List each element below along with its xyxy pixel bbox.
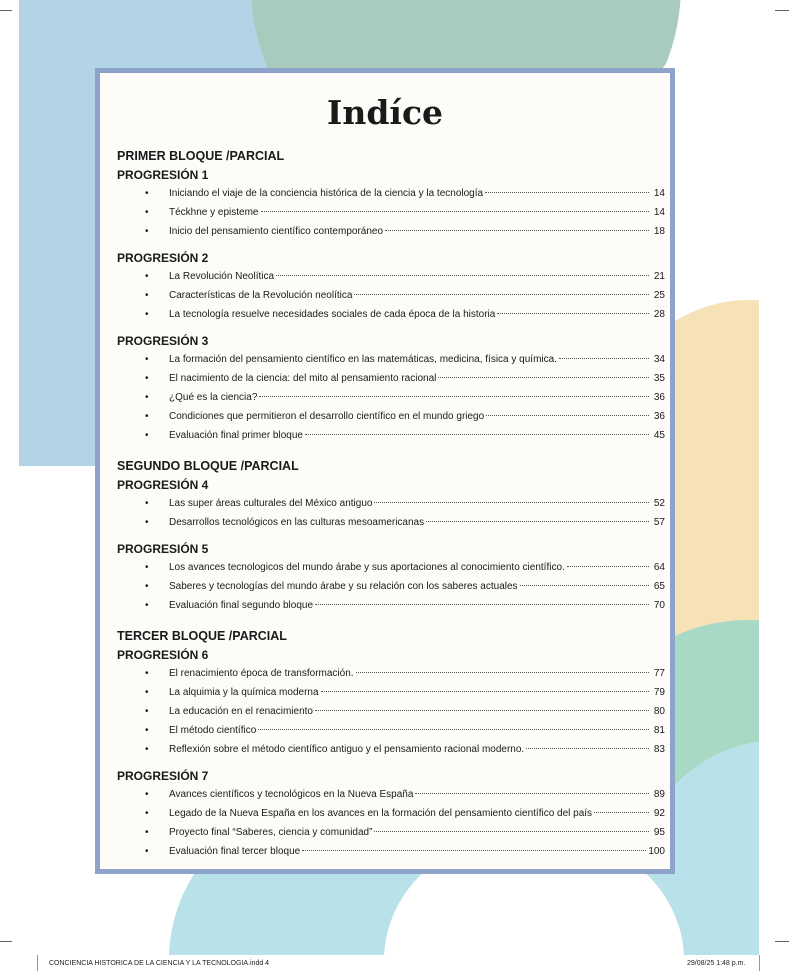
bullet-icon: • — [145, 562, 149, 573]
toc-entry-title: La formación del pensamiento científico en las matemáticas, medicina, física y química. — [169, 354, 557, 365]
toc-entry-title: Características de la Revolución neolítica — [169, 290, 353, 301]
bullet-icon: • — [145, 827, 149, 838]
bullet-icon: • — [145, 207, 149, 218]
toc-entry[interactable] — [117, 225, 665, 244]
crop-mark — [775, 941, 789, 942]
toc-entry-title: Reflexión sobre el método científico antiguo y el pensamiento racional moderno. — [169, 744, 525, 755]
dot-leader — [315, 710, 649, 711]
bullet-icon: • — [145, 354, 149, 365]
bullet-icon: • — [145, 789, 149, 800]
toc-entry[interactable] — [117, 705, 665, 724]
toc-entry-title: El método científico — [169, 725, 257, 736]
bullet-icon: • — [145, 226, 149, 237]
progression-title: PROGRESIÓN 7 — [117, 769, 209, 783]
toc-entry[interactable] — [117, 807, 665, 826]
dot-leader — [567, 566, 649, 567]
toc-entry[interactable] — [117, 353, 665, 372]
bullet-icon: • — [145, 581, 149, 592]
dot-leader — [356, 672, 649, 673]
toc-page-number: 14 — [653, 207, 665, 218]
page-sheet — [19, 0, 759, 955]
toc-page-number: 92 — [653, 808, 665, 819]
dot-leader — [486, 415, 649, 416]
progression-title: PROGRESIÓN 2 — [117, 251, 209, 265]
dot-leader — [594, 812, 649, 813]
bullet-icon: • — [145, 808, 149, 819]
dot-leader — [374, 502, 649, 503]
dot-leader — [426, 521, 649, 522]
toc-entry[interactable] — [117, 410, 665, 429]
dot-leader — [276, 275, 649, 276]
dot-leader — [315, 604, 649, 605]
block-title: PRIMER BLOQUE /PARCIAL — [117, 149, 285, 163]
toc-page-number: 25 — [653, 290, 665, 301]
block-section — [117, 149, 665, 448]
toc-entry[interactable] — [117, 845, 665, 864]
toc-page-number: 100 — [648, 846, 665, 857]
progression-group — [117, 334, 665, 448]
toc-entry-title: Evaluación final segundo bloque — [169, 600, 313, 611]
toc-page-number: 57 — [653, 517, 665, 528]
toc-entry[interactable] — [117, 270, 665, 289]
toc-page-number: 95 — [653, 827, 665, 838]
bullet-icon: • — [145, 373, 149, 384]
bullet-icon: • — [145, 411, 149, 422]
dot-leader — [305, 434, 649, 435]
toc-entry[interactable] — [117, 724, 665, 743]
dot-leader — [302, 850, 646, 851]
toc-page-number: 28 — [653, 309, 665, 320]
toc-entry[interactable] — [117, 497, 665, 516]
dot-leader — [259, 396, 649, 397]
toc-entry-title: La tecnología resuelve necesidades sociales de cada época de la historia — [169, 309, 496, 320]
toc-entry-title: El renacimiento época de transformación. — [169, 668, 354, 679]
toc-entry-title: Condiciones que permitieron el desarrollo científico en el mundo griego — [169, 411, 485, 422]
toc-entry[interactable] — [117, 429, 665, 448]
bullet-icon: • — [145, 725, 149, 736]
toc-entry-title: Inicio del pensamiento científico contemporáneo — [169, 226, 384, 237]
toc-entry-title: La Revolución Neolítica — [169, 271, 275, 282]
dot-leader — [354, 294, 649, 295]
progression-group — [117, 542, 665, 618]
progression-group — [117, 251, 665, 327]
dot-leader — [559, 358, 649, 359]
bullet-icon: • — [145, 706, 149, 717]
toc-page-number: 80 — [653, 706, 665, 717]
dot-leader — [520, 585, 649, 586]
progression-group — [117, 769, 665, 864]
bullet-icon: • — [145, 846, 149, 857]
crop-mark — [0, 10, 12, 11]
toc-page-number: 45 — [653, 430, 665, 441]
toc-page-number: 89 — [653, 789, 665, 800]
toc-page-number: 70 — [653, 600, 665, 611]
toc-entry-title: Téckhne y episteme — [169, 207, 259, 218]
toc-entry[interactable] — [117, 826, 665, 845]
index-frame — [95, 68, 675, 874]
toc-entry[interactable] — [117, 580, 665, 599]
toc-entry[interactable] — [117, 788, 665, 807]
toc-entry-title: La alquimia y la química moderna — [169, 687, 319, 698]
bullet-icon: • — [145, 188, 149, 199]
block-title: SEGUNDO BLOQUE /PARCIAL — [117, 459, 299, 473]
toc-entry[interactable] — [117, 667, 665, 686]
print-slug — [0, 955, 799, 971]
dot-leader — [497, 313, 649, 314]
toc-entry-title: Avances científicos y tecnológicos en la Nueva España — [169, 789, 414, 800]
toc-entry-title: Iniciando el viaje de la conciencia histórica de la ciencia y la tecnología — [169, 188, 484, 199]
toc-page-number: 14 — [653, 188, 665, 199]
toc-page-number: 79 — [653, 687, 665, 698]
toc-page-number: 18 — [653, 226, 665, 237]
toc-page-number: 34 — [653, 354, 665, 365]
bullet-icon: • — [145, 668, 149, 679]
toc-entry-title: Los avances tecnologicos del mundo árabe y sus aportaciones al conocimiento científico. — [169, 562, 565, 573]
dot-leader — [415, 793, 649, 794]
bullet-icon: • — [145, 687, 149, 698]
toc-page-number: 36 — [653, 392, 665, 403]
progression-group — [117, 478, 665, 535]
toc-entry[interactable] — [117, 187, 665, 206]
toc-entry-title: Desarrollos tecnológicos en las culturas mesoamericanas — [169, 517, 425, 528]
toc-page-number: 83 — [653, 744, 665, 755]
block-title: TERCER BLOQUE /PARCIAL — [117, 629, 287, 643]
crop-mark — [775, 10, 789, 11]
toc-entry-title: La educación en el renacimiento — [169, 706, 313, 717]
toc-entry[interactable] — [117, 599, 665, 618]
table-of-contents — [117, 149, 665, 875]
toc-page-number: 77 — [653, 668, 665, 679]
toc-page-number: 36 — [653, 411, 665, 422]
crop-mark — [0, 941, 12, 942]
toc-entry[interactable] — [117, 308, 665, 327]
dot-leader — [485, 192, 649, 193]
progression-group — [117, 168, 665, 244]
toc-entry[interactable] — [117, 391, 665, 410]
toc-entry[interactable] — [117, 743, 665, 762]
toc-page-number: 64 — [653, 562, 665, 573]
toc-entry-title: Legado de la Nueva España en los avances en la formación del pensamiento científico del país — [169, 808, 593, 819]
bullet-icon: • — [145, 430, 149, 441]
toc-entry-title: Evaluación final tercer bloque — [169, 846, 301, 857]
progression-title: PROGRESIÓN 3 — [117, 334, 209, 348]
toc-page-number: 21 — [653, 271, 665, 282]
toc-entry-title: Las super áreas culturales del México antiguo — [169, 498, 373, 509]
toc-page-number: 35 — [653, 373, 665, 384]
dot-leader — [374, 831, 649, 832]
toc-page-number: 52 — [653, 498, 665, 509]
dot-leader — [526, 748, 649, 749]
toc-entry-title: Saberes y tecnologías del mundo árabe y su relación con los saberes actuales — [169, 581, 518, 592]
toc-page-number: 81 — [653, 725, 665, 736]
toc-entry[interactable] — [117, 372, 665, 391]
bullet-icon: • — [145, 517, 149, 528]
slug-divider — [759, 955, 760, 971]
bullet-icon: • — [145, 392, 149, 403]
progression-title: PROGRESIÓN 1 — [117, 168, 209, 182]
toc-entry[interactable] — [117, 686, 665, 705]
toc-entry[interactable] — [117, 289, 665, 308]
page-title: Indíce — [326, 93, 444, 132]
block-section — [117, 459, 665, 618]
dot-leader — [385, 230, 649, 231]
bullet-icon: • — [145, 498, 149, 509]
dot-leader — [438, 377, 649, 378]
dot-leader — [321, 691, 649, 692]
toc-entry-title: El nacimiento de la ciencia: del mito al pensamiento racional — [169, 373, 437, 384]
bullet-icon: • — [145, 744, 149, 755]
print-timestamp: 29/08/25 1:48 p.m. — [687, 960, 746, 967]
progression-title: PROGRESIÓN 5 — [117, 542, 209, 556]
bullet-icon: • — [145, 309, 149, 320]
block-section — [117, 629, 665, 864]
toc-entry[interactable] — [117, 561, 665, 580]
progression-group — [117, 648, 665, 762]
toc-entry-title: ¿Qué es la ciencia? — [169, 392, 258, 403]
toc-entry[interactable] — [117, 516, 665, 535]
progression-title: PROGRESIÓN 6 — [117, 648, 209, 662]
toc-entry[interactable] — [117, 206, 665, 225]
bullet-icon: • — [145, 271, 149, 282]
toc-entry-title: Proyecto final “Saberes, ciencia y comunidad” — [169, 827, 373, 838]
bullet-icon: • — [145, 290, 149, 301]
bullet-icon: • — [145, 600, 149, 611]
dot-leader — [261, 211, 650, 212]
file-info: CONCIENCIA HISTORICA DE LA CIENCIA Y LA TECNOLOGIA.indd 4 — [49, 960, 270, 967]
slug-divider — [37, 955, 38, 971]
dot-leader — [258, 729, 649, 730]
progression-title: PROGRESIÓN 4 — [117, 478, 209, 492]
toc-page-number: 65 — [653, 581, 665, 592]
toc-entry-title: Evaluación final primer bloque — [169, 430, 303, 441]
